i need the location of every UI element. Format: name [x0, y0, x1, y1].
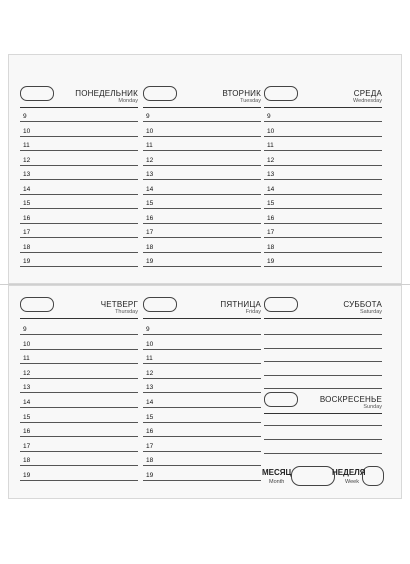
- friday-hour-label: 17: [146, 442, 154, 450]
- thursday-time-line: [20, 334, 138, 335]
- thursday-time-line: [20, 349, 138, 350]
- wednesday-time-line: [264, 150, 382, 151]
- monday-hour-label: 14: [23, 185, 31, 193]
- planner-sheet-top: [8, 54, 402, 284]
- sunday-time-line: [264, 439, 382, 440]
- thursday-time-line: [20, 465, 138, 466]
- wednesday-time-line: [264, 194, 382, 195]
- friday-time-line: [143, 349, 261, 350]
- tuesday-hour-label: 18: [146, 243, 154, 251]
- tuesday-hour-label: 12: [146, 156, 154, 164]
- tuesday-header-rule: [143, 107, 261, 108]
- tuesday-hour-label: 13: [146, 171, 154, 178]
- friday-hour-label: 11: [146, 355, 153, 363]
- thursday-hour-label: 11: [23, 355, 30, 363]
- friday-hour-label: 13: [146, 384, 154, 392]
- friday-hour-label: 18: [146, 457, 154, 465]
- tuesday-time-line: [143, 237, 261, 238]
- wednesday-hour-label: 9: [267, 113, 271, 120]
- thursday-time-line: [20, 436, 138, 437]
- month-sublabel: Month: [269, 479, 285, 485]
- wednesday-hour-label: 17: [267, 229, 275, 236]
- wednesday-time-line: [264, 165, 382, 166]
- thursday-time-line: [20, 392, 138, 393]
- wednesday-hour-label: 12: [267, 156, 275, 164]
- thursday-hour-label: 13: [23, 384, 31, 392]
- tuesday-hour-label: 17: [146, 229, 154, 236]
- wednesday-hour-label: 13: [267, 171, 275, 178]
- monday-time-line: [20, 136, 138, 137]
- tuesday-time-line: [143, 194, 261, 195]
- wednesday-time-line: [264, 252, 382, 253]
- tuesday-time-line: [143, 150, 261, 151]
- tuesday-pill: [143, 86, 177, 101]
- tuesday-time-line: [143, 179, 261, 180]
- sunday-time-line: [264, 425, 382, 426]
- tuesday-time-line: [143, 266, 261, 267]
- tuesday-hour-label: 14: [146, 185, 154, 193]
- monday-hour-label: 12: [23, 156, 31, 164]
- monday-hour-label: 15: [23, 200, 31, 207]
- thursday-hour-label: 18: [23, 457, 31, 465]
- thursday-hour-label: 15: [23, 413, 31, 421]
- wednesday-hour-label: 14: [267, 185, 275, 193]
- wednesday-time-line: [264, 121, 382, 122]
- thursday-time-line: [20, 363, 138, 364]
- tuesday-hour-label: 16: [146, 214, 154, 222]
- wednesday-time-line: [264, 237, 382, 238]
- sunday-sublabel: Sunday: [363, 404, 382, 410]
- friday-time-line: [143, 392, 261, 393]
- friday-time-line: [143, 480, 261, 481]
- thursday-hour-label: 17: [23, 442, 31, 450]
- tuesday-time-line: [143, 121, 261, 122]
- monday-hour-label: 10: [23, 127, 31, 135]
- tuesday-hour-label: 19: [146, 258, 154, 265]
- thursday-sublabel: Thursday: [115, 309, 138, 315]
- monday-hour-label: 11: [23, 142, 30, 149]
- month-pill: [291, 466, 335, 486]
- monday-header-rule: [20, 107, 138, 108]
- wednesday-pill: [264, 86, 298, 101]
- monday-time-line: [20, 252, 138, 253]
- wednesday-name: СРЕДА: [353, 89, 382, 98]
- tuesday-name: ВТОРНИК: [222, 89, 261, 98]
- monday-time-line: [20, 223, 138, 224]
- thursday-hour-label: 16: [23, 428, 31, 436]
- wednesday-time-line: [264, 136, 382, 137]
- monday-hour-label: 18: [23, 243, 31, 251]
- monday-time-line: [20, 165, 138, 166]
- monday-time-line: [20, 179, 138, 180]
- monday-time-line: [20, 237, 138, 238]
- saturday-sublabel: Saturday: [359, 309, 382, 315]
- friday-name: ПЯТНИЦА: [220, 300, 261, 309]
- tuesday-sublabel: Tuesday: [240, 98, 261, 104]
- wednesday-time-line: [264, 179, 382, 180]
- wednesday-header-rule: [264, 107, 382, 108]
- thursday-pill: [20, 297, 54, 312]
- thursday-hour-label: 9: [23, 326, 27, 333]
- friday-time-line: [143, 436, 261, 437]
- wednesday-time-line: [264, 223, 382, 224]
- wednesday-hour-label: 10: [267, 127, 275, 135]
- friday-time-line: [143, 465, 261, 466]
- friday-hour-label: 9: [146, 326, 150, 333]
- tuesday-hour-label: 11: [146, 142, 153, 149]
- tuesday-hour-label: 9: [146, 113, 150, 120]
- wednesday-hour-label: 11: [267, 142, 274, 149]
- wednesday-time-line: [264, 208, 382, 209]
- week-label: НЕДЕЛЯ: [332, 468, 366, 477]
- week-sublabel: Week: [345, 479, 359, 485]
- wednesday-hour-label: 15: [267, 200, 275, 207]
- monday-time-line: [20, 121, 138, 122]
- saturday-time-line: [264, 375, 382, 376]
- monday-time-line: [20, 194, 138, 195]
- monday-hour-label: 13: [23, 171, 31, 178]
- thursday-time-line: [20, 480, 138, 481]
- tuesday-time-line: [143, 223, 261, 224]
- thursday-hour-label: 14: [23, 399, 31, 406]
- friday-hour-label: 16: [146, 428, 154, 436]
- monday-hour-label: 16: [23, 214, 31, 222]
- wednesday-hour-label: 16: [267, 214, 275, 222]
- thursday-time-line: [20, 407, 138, 408]
- thursday-hour-label: 10: [23, 340, 31, 348]
- saturday-header-rule: [264, 318, 382, 319]
- monday-sublabel: Monday: [118, 98, 138, 104]
- tuesday-hour-label: 10: [146, 127, 154, 135]
- sunday-time-line: [264, 453, 382, 454]
- monday-hour-label: 19: [23, 258, 31, 265]
- monday-time-line: [20, 266, 138, 267]
- tuesday-hour-label: 15: [146, 200, 154, 207]
- friday-hour-label: 14: [146, 399, 154, 406]
- friday-time-line: [143, 363, 261, 364]
- friday-hour-label: 12: [146, 369, 154, 377]
- wednesday-hour-label: 19: [267, 258, 275, 265]
- friday-hour-label: 10: [146, 340, 154, 348]
- monday-hour-label: 9: [23, 113, 27, 120]
- page-fold: [0, 284, 410, 285]
- thursday-hour-label: 12: [23, 369, 31, 377]
- friday-time-line: [143, 378, 261, 379]
- tuesday-time-line: [143, 136, 261, 137]
- tuesday-time-line: [143, 208, 261, 209]
- thursday-time-line: [20, 451, 138, 452]
- friday-time-line: [143, 407, 261, 408]
- month-label: МЕСЯЦ: [262, 468, 292, 477]
- saturday-pill: [264, 297, 298, 312]
- saturday-time-line: [264, 388, 382, 389]
- thursday-time-line: [20, 378, 138, 379]
- thursday-hour-label: 19: [23, 472, 31, 479]
- tuesday-time-line: [143, 252, 261, 253]
- sunday-name: ВОСКРЕСЕНЬЕ: [319, 395, 382, 404]
- sunday-pill: [264, 392, 298, 407]
- friday-header-rule: [143, 318, 261, 319]
- monday-name: ПОНЕДЕЛЬНИК: [75, 89, 138, 98]
- monday-time-line: [20, 208, 138, 209]
- sunday-header-rule: [264, 413, 382, 414]
- thursday-name: ЧЕТВЕРГ: [100, 300, 138, 309]
- monday-pill: [20, 86, 54, 101]
- saturday-time-line: [264, 348, 382, 349]
- thursday-time-line: [20, 422, 138, 423]
- friday-time-line: [143, 334, 261, 335]
- monday-hour-label: 17: [23, 229, 31, 236]
- saturday-time-line: [264, 361, 382, 362]
- tuesday-time-line: [143, 165, 261, 166]
- wednesday-sublabel: Wednesday: [353, 98, 382, 104]
- friday-hour-label: 19: [146, 472, 154, 479]
- monday-time-line: [20, 150, 138, 151]
- thursday-header-rule: [20, 318, 138, 319]
- wednesday-hour-label: 18: [267, 243, 275, 251]
- friday-sublabel: Friday: [245, 309, 261, 315]
- friday-hour-label: 15: [146, 413, 154, 421]
- friday-pill: [143, 297, 177, 312]
- week-pill: [362, 466, 384, 486]
- friday-time-line: [143, 451, 261, 452]
- saturday-time-line: [264, 334, 382, 335]
- wednesday-time-line: [264, 266, 382, 267]
- friday-time-line: [143, 422, 261, 423]
- saturday-name: СУББОТА: [343, 300, 382, 309]
